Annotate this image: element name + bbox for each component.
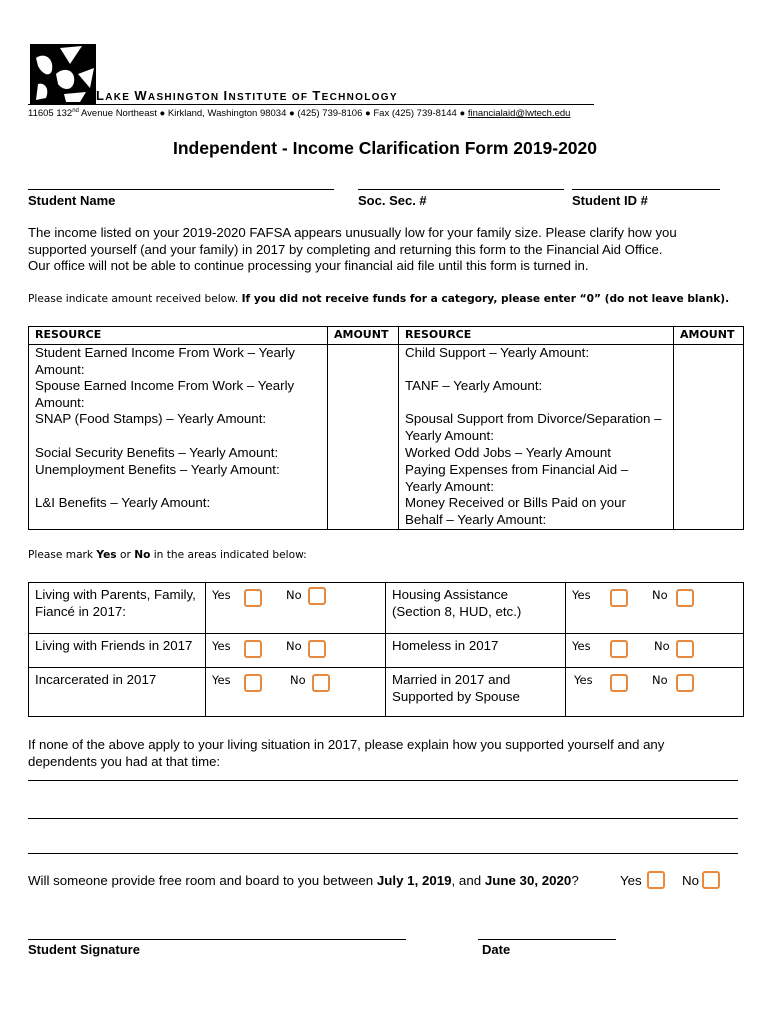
amount-cell[interactable] [674, 495, 744, 529]
amount-cell[interactable] [674, 462, 744, 495]
date-line[interactable] [478, 939, 616, 940]
resource-header: RESOURCE [399, 327, 674, 345]
no-label: No [652, 673, 668, 687]
institution-name: LAKE WASHINGTON INSTITUTE OF TECHNOLOGY [96, 88, 398, 103]
no-label: No [654, 639, 670, 653]
resource-label: Spouse Earned Income From Work – Yearly Amount: [29, 378, 328, 411]
amount-cell[interactable] [328, 462, 399, 495]
ssn-label: Soc. Sec. # [358, 193, 427, 208]
no-checkbox[interactable] [312, 674, 330, 692]
resource-label: Worked Odd Jobs – Yearly Amount [399, 445, 674, 462]
resource-label: Student Earned Income From Work – Yearly Amount: [29, 345, 328, 379]
yes-checkbox[interactable] [610, 640, 628, 658]
amount-cell[interactable] [674, 378, 744, 411]
resource-label: Spousal Support from Divorce/Separation – Yearly Amount: [399, 411, 674, 445]
amount-cell[interactable] [674, 411, 744, 445]
email-link[interactable]: financialaid@lwtech.edu [467, 108, 571, 120]
logo-graphic [30, 44, 96, 104]
table-row [29, 345, 744, 379]
situation-label: Married in 2017 and Supported by Spouse [386, 668, 566, 717]
table-row [29, 445, 744, 462]
amount-header: AMOUNT [674, 327, 744, 345]
yes-no-cell [206, 668, 386, 717]
date-label: Date [482, 942, 511, 957]
room-board-no-label: No [682, 873, 699, 888]
yes-label: Yes [572, 639, 591, 653]
yes-no-instruction: Please mark Yes or No in the areas indicated below: [28, 549, 307, 561]
intro-paragraph: The income listed on your 2019-2020 FAFSA appears unusually low for your family size. Please clarify how you supported yourself (and your family) in 2017 by completing and returning this form to the Financial Aid Office. Our office will not be able to continue processing your financial aid file until this form is turned in. [28, 225, 677, 273]
signature-line[interactable] [28, 939, 406, 940]
resource-label: SNAP (Food Stamps) – Yearly Amount: [29, 411, 328, 445]
resource-table-header [29, 327, 744, 345]
amount-cell[interactable] [328, 378, 399, 411]
table-row [29, 583, 744, 634]
amount-cell[interactable] [674, 445, 744, 462]
living-situation-table [28, 582, 744, 717]
yes-checkbox[interactable] [610, 674, 628, 692]
yes-no-cell [566, 668, 744, 717]
amount-cell[interactable] [328, 345, 399, 379]
resource-label: L&I Benefits – Yearly Amount: [29, 495, 328, 529]
situation-label: Homeless in 2017 [386, 634, 566, 668]
situation-label: Housing Assistance (Section 8, HUD, etc.) [386, 583, 566, 634]
yes-checkbox[interactable] [610, 589, 628, 607]
no-label: No [286, 639, 302, 653]
yes-no-cell [206, 583, 386, 634]
yes-label: Yes [212, 639, 231, 653]
explain-prompt: If none of the above apply to your living situation in 2017, please explain how you supported yourself and any dependents you had at that time: [28, 737, 665, 769]
room-board-yes-label: Yes [620, 873, 642, 888]
table-row [29, 668, 744, 717]
yes-label: Yes [572, 588, 591, 602]
student-name-line[interactable] [28, 189, 334, 190]
situation-label: Living with Parents, Family, Fiancé in 2017: [29, 583, 206, 634]
no-label: No [286, 588, 302, 602]
student-id-label: Student ID # [572, 193, 648, 208]
yes-label: Yes [574, 673, 593, 687]
table-row [29, 411, 744, 445]
amount-cell[interactable] [328, 445, 399, 462]
yes-label: Yes [212, 588, 231, 602]
amount-cell[interactable] [674, 345, 744, 379]
resource-table [28, 326, 744, 530]
yes-no-cell [566, 583, 744, 634]
room-board-no-checkbox[interactable] [702, 871, 720, 889]
table-row [29, 378, 744, 411]
explanation-line[interactable] [28, 780, 738, 781]
table-row [29, 462, 744, 495]
resource-label: Money Received or Bills Paid on your Behalf – Yearly Amount: [399, 495, 674, 529]
no-checkbox[interactable] [308, 587, 326, 605]
no-label: No [290, 673, 306, 687]
amount-instruction: Please indicate amount received below. If you did not receive funds for a category, please enter “0” (do not leave blank). [28, 293, 730, 305]
amount-cell[interactable] [328, 411, 399, 445]
resource-label: Unemployment Benefits – Yearly Amount: [29, 462, 328, 495]
yes-checkbox[interactable] [244, 640, 262, 658]
no-label: No [652, 588, 668, 602]
signature-label: Student Signature [28, 942, 140, 957]
yes-checkbox[interactable] [244, 589, 262, 607]
institution-logo [30, 44, 96, 104]
resource-label: Social Security Benefits – Yearly Amount: [29, 445, 328, 462]
ssn-line[interactable] [358, 189, 564, 190]
resource-header: RESOURCE [29, 327, 328, 345]
student-name-label: Student Name [28, 193, 116, 208]
header-rule [28, 104, 594, 105]
no-checkbox[interactable] [676, 589, 694, 607]
explanation-line[interactable] [28, 818, 738, 819]
room-board-question: Will someone provide free room and board to you between July 1, 2019, and June 30, 2020? [28, 873, 579, 888]
institution-address: 11605 132nd Avenue Northeast ● Kirkland, Washington 98034 ● (425) 739-8106 ● Fax (425) 739-8144 ● financialaid@lwtech.edu [28, 108, 571, 120]
no-checkbox[interactable] [676, 640, 694, 658]
yes-no-cell [566, 634, 744, 668]
situation-label: Living with Friends in 2017 [29, 634, 206, 668]
no-checkbox[interactable] [308, 640, 326, 658]
table-row [29, 495, 744, 529]
resource-label: Child Support – Yearly Amount: [399, 345, 674, 379]
explanation-line[interactable] [28, 853, 738, 854]
situation-label: Incarcerated in 2017 [29, 668, 206, 717]
amount-header: AMOUNT [328, 327, 399, 345]
resource-label: Paying Expenses from Financial Aid – Yearly Amount: [399, 462, 674, 495]
student-id-line[interactable] [572, 189, 720, 190]
amount-cell[interactable] [328, 495, 399, 529]
yes-checkbox[interactable] [244, 674, 262, 692]
yes-label: Yes [212, 673, 231, 687]
no-checkbox[interactable] [676, 674, 694, 692]
yes-no-cell [206, 634, 386, 668]
form-title: Independent - Income Clarification Form 2019-2020 [173, 138, 597, 158]
room-board-yes-checkbox[interactable] [647, 871, 665, 889]
table-row [29, 634, 744, 668]
resource-label: TANF – Yearly Amount: [399, 378, 674, 411]
